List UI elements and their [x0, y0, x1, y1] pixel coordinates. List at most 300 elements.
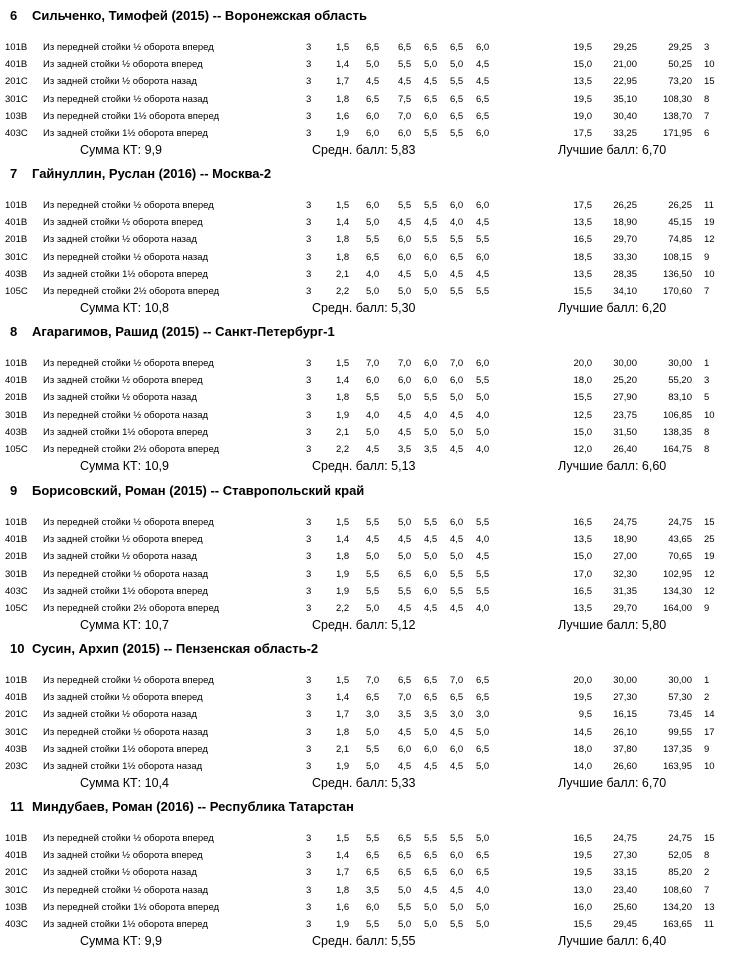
dive-points: 26,40: [613, 444, 637, 455]
dive-height: 3: [306, 111, 312, 122]
best-score: Лучшие балл: 6,70: [558, 776, 667, 790]
dive-height: 3: [306, 744, 312, 755]
dive-height: 3: [306, 885, 312, 896]
athlete-summary: [0, 457, 750, 475]
judge-score: 3,0: [476, 709, 490, 720]
dive-points: 23,40: [613, 885, 637, 896]
score-sum: 16,5: [573, 586, 592, 597]
dive-difficulty: 1,8: [336, 252, 350, 263]
judge-score: 4,5: [476, 217, 490, 228]
dive-code: 401B: [5, 692, 28, 703]
average-score: Средн. балл: 5,55: [312, 934, 416, 948]
dive-height: 3: [306, 692, 312, 703]
judge-score: 5,0: [424, 727, 438, 738]
running-total: 164,00: [662, 603, 692, 614]
dive-rank: 12: [704, 234, 715, 245]
dive-description: Из задней стойки ½ оборота вперед: [43, 534, 203, 545]
dive-rank: 19: [704, 217, 715, 228]
athlete-block: [0, 166, 750, 324]
judge-score: 4,5: [450, 603, 464, 614]
athlete-block: [0, 641, 750, 799]
dive-code: 101B: [5, 517, 28, 528]
dive-description: Из передней стойки ½ оборота назад: [43, 727, 209, 738]
judge-score: 6,5: [476, 94, 490, 105]
dive-height: 3: [306, 867, 312, 878]
dive-row: [0, 882, 750, 899]
judge-score: 6,0: [450, 200, 464, 211]
dive-row: [0, 724, 750, 741]
sum-kt: Сумма КТ: 9,9: [80, 934, 162, 948]
dive-rank: 9: [704, 252, 710, 263]
dive-rank: 2: [704, 692, 710, 703]
running-total: 73,45: [668, 709, 692, 720]
dive-points: 30,40: [613, 111, 637, 122]
judge-score: 6,5: [398, 850, 412, 861]
dive-code: 301B: [5, 410, 28, 421]
judge-score: 4,5: [398, 76, 412, 87]
dive-difficulty: 1,7: [336, 76, 350, 87]
dive-rank: 7: [704, 286, 710, 297]
score-sum: 15,0: [573, 427, 592, 438]
sum-kt: Сумма КТ: 10,4: [80, 776, 169, 790]
judge-score: 6,0: [366, 200, 380, 211]
judge-score: 4,5: [450, 534, 464, 545]
dive-difficulty: 1,4: [336, 534, 350, 545]
judge-score: 5,5: [398, 200, 412, 211]
judge-score: 5,5: [424, 234, 438, 245]
dive-description: Из задней стойки 1½ оборота вперед: [43, 586, 208, 597]
running-total: 85,20: [668, 867, 692, 878]
judge-score: 6,0: [366, 111, 380, 122]
judge-score: 6,5: [476, 744, 490, 755]
dive-description: Из задней стойки 1½ оборота назад: [43, 761, 203, 772]
dive-height: 3: [306, 94, 312, 105]
sum-kt: Сумма КТ: 10,9: [80, 459, 169, 473]
judge-score: 6,5: [366, 42, 380, 53]
judge-score: 5,0: [476, 833, 490, 844]
dive-description: Из задней стойки 1½ оборота вперед: [43, 128, 208, 139]
judge-score: 5,0: [476, 919, 490, 930]
dive-code: 301C: [5, 252, 28, 263]
running-total: 57,30: [668, 692, 692, 703]
judge-score: 5,5: [366, 586, 380, 597]
judge-score: 6,5: [424, 692, 438, 703]
dive-description: Из передней стойки ½ оборота вперед: [43, 833, 214, 844]
judge-score: 6,0: [476, 42, 490, 53]
dive-height: 3: [306, 410, 312, 421]
running-total: 26,25: [668, 200, 692, 211]
dive-points: 29,70: [613, 234, 637, 245]
dive-difficulty: 1,8: [336, 551, 350, 562]
dive-rank: 3: [704, 42, 710, 53]
dive-rank: 10: [704, 269, 715, 280]
dive-height: 3: [306, 517, 312, 528]
score-sum: 12,0: [573, 444, 592, 455]
running-total: 24,75: [668, 517, 692, 528]
judge-score: 4,0: [424, 410, 438, 421]
dive-height: 3: [306, 709, 312, 720]
judge-score: 5,0: [398, 517, 412, 528]
dive-description: Из передней стойки ½ оборота назад: [43, 885, 209, 896]
dive-code: 101B: [5, 833, 28, 844]
running-total: 137,35: [662, 744, 692, 755]
running-total: 43,65: [668, 534, 692, 545]
dive-rank: 11: [704, 200, 714, 211]
dive-code: 401B: [5, 217, 28, 228]
dive-height: 3: [306, 534, 312, 545]
judge-score: 7,0: [366, 675, 380, 686]
average-score: Средн. балл: 5,12: [312, 618, 416, 632]
dive-code: 105C: [5, 444, 28, 455]
judge-score: 5,5: [476, 375, 490, 386]
judge-score: 6,0: [450, 517, 464, 528]
judge-score: 5,0: [424, 59, 438, 70]
dive-code: 403C: [5, 919, 28, 930]
athlete-header: [10, 8, 367, 24]
athlete-block: [0, 324, 750, 482]
judge-score: 7,0: [398, 358, 412, 369]
dive-points: 21,00: [613, 59, 637, 70]
score-sum: 19,5: [573, 850, 592, 861]
running-total: 50,25: [668, 59, 692, 70]
running-total: 45,15: [668, 217, 692, 228]
judge-score: 6,5: [398, 833, 412, 844]
dive-difficulty: 1,8: [336, 94, 350, 105]
dive-rank: 1: [704, 358, 710, 369]
dive-code: 101B: [5, 200, 28, 211]
dive-rank: 3: [704, 375, 710, 386]
judge-score: 6,0: [424, 358, 438, 369]
athlete-name: Сильченко, Тимофей (2015) -- Воронежская область: [32, 8, 367, 23]
running-total: 108,60: [662, 885, 692, 896]
dive-height: 3: [306, 444, 312, 455]
judge-score: 3,5: [398, 709, 412, 720]
dive-description: Из передней стойки 1½ оборота вперед: [43, 111, 220, 122]
dive-rank: 12: [704, 569, 715, 580]
dive-points: 37,80: [613, 744, 637, 755]
dive-rank: 25: [704, 534, 715, 545]
athlete-header: [10, 324, 335, 340]
score-sum: 19,5: [573, 42, 592, 53]
dive-difficulty: 1,9: [336, 128, 350, 139]
judge-score: 6,0: [398, 744, 412, 755]
dive-points: 33,30: [613, 252, 637, 263]
judge-score: 5,5: [424, 517, 438, 528]
score-sum: 18,5: [573, 252, 592, 263]
dive-points: 26,25: [613, 200, 637, 211]
score-sum: 20,0: [573, 358, 592, 369]
score-sum: 17,0: [573, 569, 592, 580]
judge-score: 5,5: [450, 128, 464, 139]
athlete-name: Гайнуллин, Руслан (2016) -- Москва-2: [32, 166, 272, 181]
average-score: Средн. балл: 5,30: [312, 301, 416, 315]
dive-points: 33,15: [613, 867, 637, 878]
dive-description: Из передней стойки 2½ оборота вперед: [43, 444, 220, 455]
judge-score: 4,5: [424, 217, 438, 228]
dive-height: 3: [306, 269, 312, 280]
dive-difficulty: 1,6: [336, 111, 350, 122]
athlete-block: [0, 8, 750, 166]
dive-code: 101B: [5, 358, 28, 369]
judge-score: 4,5: [398, 410, 412, 421]
judge-score: 4,5: [366, 534, 380, 545]
dive-row: [0, 689, 750, 706]
dive-rank: 9: [704, 603, 710, 614]
judge-score: 6,0: [450, 375, 464, 386]
dive-row: [0, 758, 750, 775]
judge-score: 4,5: [398, 217, 412, 228]
judge-score: 6,0: [424, 569, 438, 580]
dive-difficulty: 1,5: [336, 200, 350, 211]
judge-score: 6,0: [424, 252, 438, 263]
dive-difficulty: 1,8: [336, 392, 350, 403]
judge-score: 6,0: [450, 744, 464, 755]
dive-code: 201B: [5, 551, 28, 562]
athlete-summary: [0, 616, 750, 634]
judge-score: 5,5: [450, 76, 464, 87]
score-sum: 16,5: [573, 833, 592, 844]
dive-code: 201B: [5, 392, 28, 403]
dive-height: 3: [306, 128, 312, 139]
dive-row: [0, 864, 750, 881]
dive-difficulty: 1,8: [336, 727, 350, 738]
judge-score: 7,0: [450, 675, 464, 686]
dive-rank: 19: [704, 551, 715, 562]
dive-description: Из передней стойки 2½ оборота вперед: [43, 603, 220, 614]
judge-score: 6,0: [398, 128, 412, 139]
judge-score: 4,5: [450, 269, 464, 280]
dive-points: 25,60: [613, 902, 637, 913]
dive-rank: 12: [704, 586, 715, 597]
dive-difficulty: 1,5: [336, 42, 350, 53]
running-total: 138,70: [662, 111, 692, 122]
dive-points: 27,30: [613, 850, 637, 861]
sum-kt: Сумма КТ: 9,9: [80, 143, 162, 157]
judge-score: 6,5: [366, 850, 380, 861]
judge-score: 4,5: [398, 269, 412, 280]
judge-score: 5,5: [366, 569, 380, 580]
dive-code: 103B: [5, 902, 28, 913]
dive-rank: 7: [704, 111, 710, 122]
judge-score: 3,5: [366, 885, 380, 896]
athlete-header: [10, 799, 354, 815]
judge-score: 6,5: [366, 692, 380, 703]
dive-points: 33,25: [613, 128, 637, 139]
judge-score: 4,0: [450, 217, 464, 228]
judge-score: 4,5: [450, 410, 464, 421]
dive-rank: 11: [704, 919, 714, 930]
judge-score: 5,0: [366, 427, 380, 438]
score-sum: 13,5: [573, 217, 592, 228]
judge-score: 4,5: [476, 76, 490, 87]
judge-score: 6,5: [476, 111, 490, 122]
judge-score: 5,0: [398, 392, 412, 403]
dive-difficulty: 2,2: [336, 444, 350, 455]
judge-score: 5,0: [366, 551, 380, 562]
dive-points: 28,35: [613, 269, 637, 280]
judge-score: 3,0: [450, 709, 464, 720]
dive-description: Из передней стойки ½ оборота вперед: [43, 42, 214, 53]
dive-difficulty: 1,7: [336, 709, 350, 720]
dive-rank: 6: [704, 128, 710, 139]
dive-rank: 8: [704, 94, 710, 105]
dive-height: 3: [306, 761, 312, 772]
dive-description: Из задней стойки ½ оборота вперед: [43, 217, 203, 228]
score-sum: 13,5: [573, 534, 592, 545]
dive-difficulty: 1,9: [336, 410, 350, 421]
athlete-summary: [0, 299, 750, 317]
dive-difficulty: 1,8: [336, 234, 350, 245]
score-sum: 20,0: [573, 675, 592, 686]
dive-row: [0, 424, 750, 441]
dive-description: Из задней стойки ½ оборота вперед: [43, 375, 203, 386]
judge-score: 4,5: [450, 761, 464, 772]
dive-row: [0, 283, 750, 300]
dive-difficulty: 2,1: [336, 744, 350, 755]
judge-score: 6,0: [398, 375, 412, 386]
average-score: Средн. балл: 5,13: [312, 459, 416, 473]
dive-code: 105C: [5, 286, 28, 297]
athlete-summary: [0, 932, 750, 950]
dive-rank: 15: [704, 76, 715, 87]
judge-score: 5,0: [450, 902, 464, 913]
dive-rank: 5: [704, 392, 710, 403]
dive-description: Из задней стойки ½ оборота вперед: [43, 850, 203, 861]
dive-difficulty: 1,4: [336, 692, 350, 703]
dive-row: [0, 197, 750, 214]
dive-row: [0, 91, 750, 108]
dive-row: [0, 672, 750, 689]
judge-score: 6,5: [398, 569, 412, 580]
dive-description: Из задней стойки ½ оборота назад: [43, 234, 197, 245]
dive-code: 401B: [5, 850, 28, 861]
judge-score: 6,0: [366, 902, 380, 913]
judge-score: 6,5: [424, 867, 438, 878]
dive-points: 26,60: [613, 761, 637, 772]
running-total: 136,50: [662, 269, 692, 280]
score-sum: 14,5: [573, 727, 592, 738]
judge-score: 6,5: [476, 867, 490, 878]
score-sum: 14,0: [573, 761, 592, 772]
judge-score: 6,0: [476, 128, 490, 139]
dive-rank: 17: [704, 727, 715, 738]
judge-score: 5,5: [476, 517, 490, 528]
dive-description: Из задней стойки 1½ оборота вперед: [43, 427, 208, 438]
judge-score: 6,5: [398, 675, 412, 686]
judge-score: 5,5: [450, 833, 464, 844]
judge-score: 5,5: [366, 833, 380, 844]
judge-score: 5,0: [450, 392, 464, 403]
athlete-summary: [0, 141, 750, 159]
dive-row: [0, 548, 750, 565]
judge-score: 6,5: [398, 42, 412, 53]
dive-difficulty: 2,1: [336, 269, 350, 280]
judge-score: 5,0: [366, 59, 380, 70]
dive-code: 403C: [5, 586, 28, 597]
dive-rank: 7: [704, 885, 710, 896]
dive-points: 24,75: [613, 517, 637, 528]
dive-row: [0, 372, 750, 389]
judge-score: 4,5: [398, 603, 412, 614]
dive-code: 301C: [5, 885, 28, 896]
dive-code: 403B: [5, 744, 28, 755]
dive-height: 3: [306, 392, 312, 403]
score-sum: 19,5: [573, 867, 592, 878]
running-total: 164,75: [662, 444, 692, 455]
dive-points: 30,00: [613, 358, 637, 369]
dive-points: 22,95: [613, 76, 637, 87]
dive-description: Из передней стойки 1½ оборота вперед: [43, 902, 220, 913]
dive-difficulty: 1,4: [336, 217, 350, 228]
dive-height: 3: [306, 569, 312, 580]
running-total: 30,00: [668, 358, 692, 369]
judge-score: 4,5: [398, 727, 412, 738]
dive-description: Из задней стойки 1½ оборота вперед: [43, 919, 208, 930]
dive-difficulty: 1,6: [336, 902, 350, 913]
sum-kt: Сумма КТ: 10,7: [80, 618, 169, 632]
judge-score: 5,0: [450, 551, 464, 562]
dive-height: 3: [306, 76, 312, 87]
judge-score: 4,5: [476, 269, 490, 280]
dive-points: 26,10: [613, 727, 637, 738]
dive-rank: 9: [704, 744, 710, 755]
score-sum: 15,0: [573, 551, 592, 562]
dive-code: 101B: [5, 42, 28, 53]
dive-row: [0, 600, 750, 617]
dive-difficulty: 1,9: [336, 919, 350, 930]
judge-score: 5,5: [366, 744, 380, 755]
judge-score: 5,0: [366, 727, 380, 738]
sum-kt: Сумма КТ: 10,8: [80, 301, 169, 315]
dive-points: 27,90: [613, 392, 637, 403]
dive-description: Из передней стойки ½ оборота вперед: [43, 358, 214, 369]
dive-code: 401B: [5, 59, 28, 70]
judge-score: 5,5: [366, 234, 380, 245]
dive-difficulty: 1,4: [336, 375, 350, 386]
dive-difficulty: 1,9: [336, 569, 350, 580]
dive-row: [0, 407, 750, 424]
dive-height: 3: [306, 286, 312, 297]
athlete-place: 9: [10, 483, 18, 498]
dive-height: 3: [306, 375, 312, 386]
judge-score: 5,0: [424, 269, 438, 280]
score-sum: 16,0: [573, 902, 592, 913]
dive-height: 3: [306, 850, 312, 861]
score-sum: 16,5: [573, 234, 592, 245]
score-sum: 15,5: [573, 286, 592, 297]
judge-score: 6,5: [450, 111, 464, 122]
dive-difficulty: 1,8: [336, 885, 350, 896]
judge-score: 4,0: [476, 444, 490, 455]
athlete-summary: [0, 774, 750, 792]
average-score: Средн. балл: 5,83: [312, 143, 416, 157]
running-total: 83,10: [668, 392, 692, 403]
dive-row: [0, 847, 750, 864]
judge-score: 6,5: [424, 42, 438, 53]
judge-score: 6,5: [424, 675, 438, 686]
average-score: Средн. балл: 5,33: [312, 776, 416, 790]
running-total: 102,95: [662, 569, 692, 580]
dive-height: 3: [306, 427, 312, 438]
dive-code: 403B: [5, 427, 28, 438]
score-sum: 13,5: [573, 269, 592, 280]
dive-row: [0, 441, 750, 458]
dive-description: Из передней стойки ½ оборота назад: [43, 94, 209, 105]
judge-score: 7,0: [366, 358, 380, 369]
dive-height: 3: [306, 234, 312, 245]
dive-height: 3: [306, 603, 312, 614]
judge-score: 4,5: [424, 76, 438, 87]
